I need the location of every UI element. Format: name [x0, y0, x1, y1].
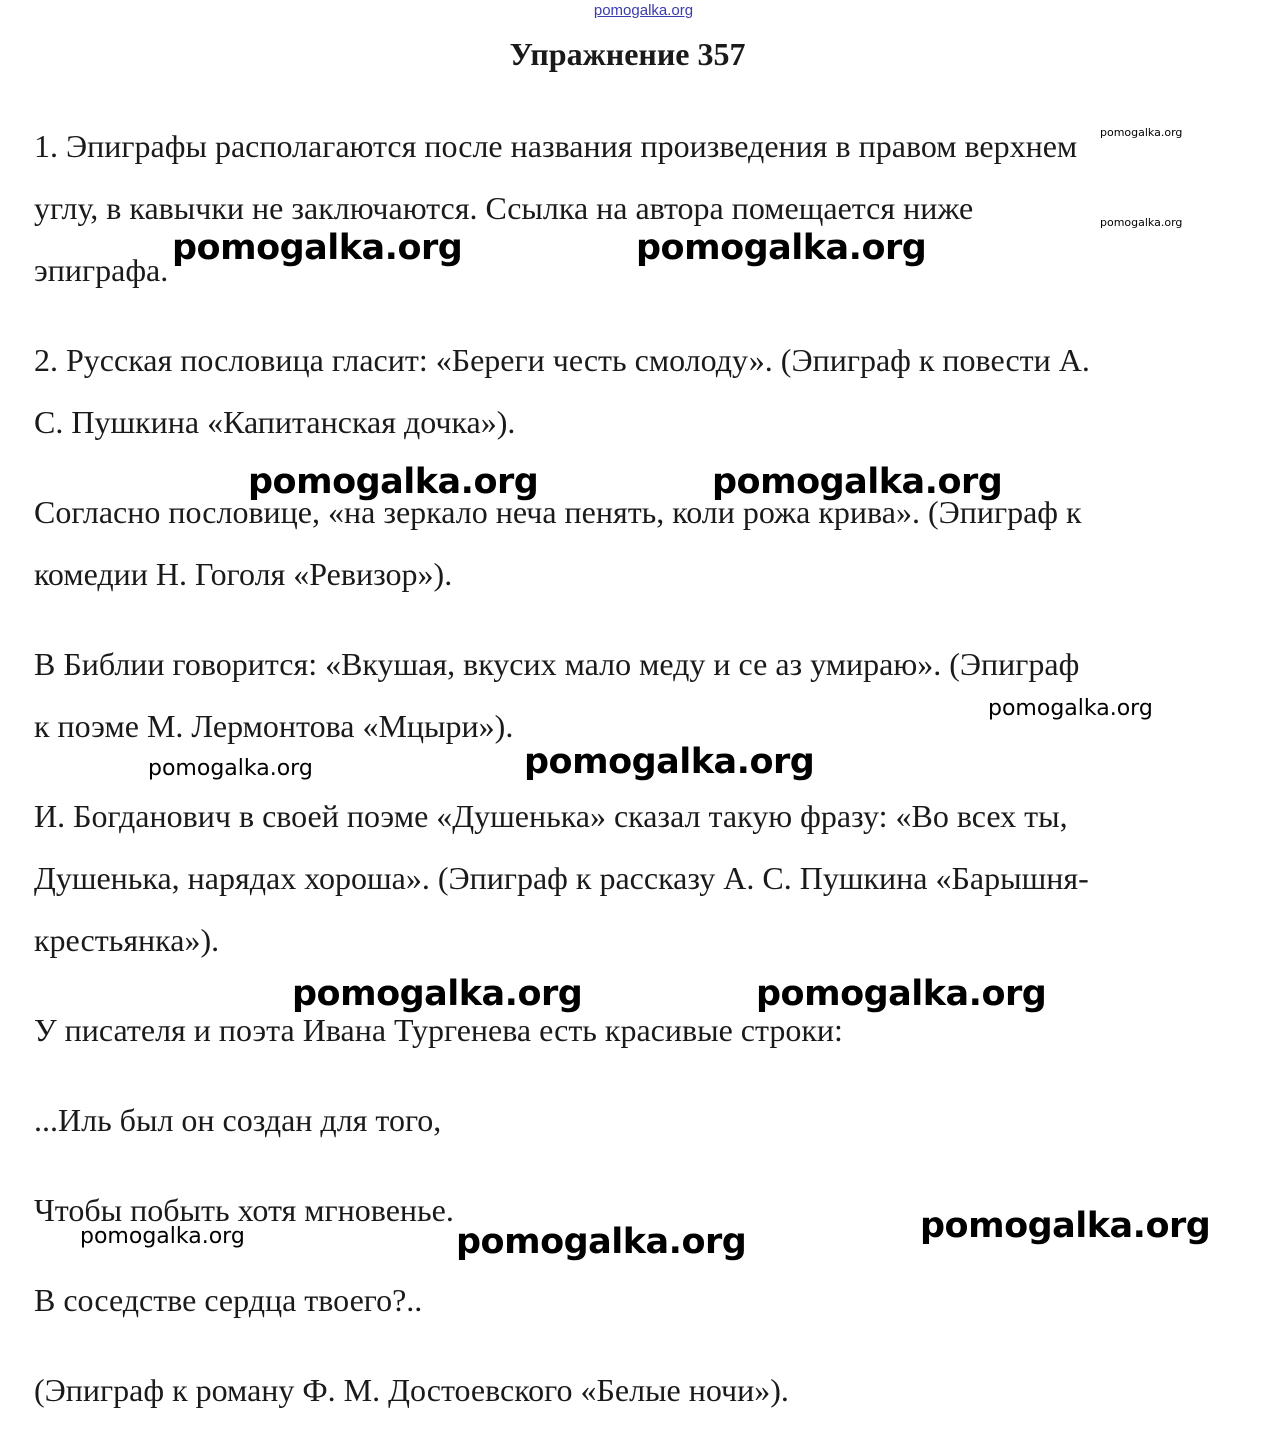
text-line: 1. Эпиграфы располагаются после названия произведения в правом верхнем [34, 128, 1078, 164]
watermark: pomogalka.org [756, 974, 1047, 1014]
text-line: 2. Русская пословица гласит: «Береги честь смолоду». (Эпиграф к повести А. [34, 342, 1090, 378]
watermark: pomogalka.org [524, 742, 815, 782]
text-line: С. Пушкина «Капитанская дочка»). [34, 404, 516, 440]
watermark: pomogalka.org [80, 1224, 245, 1249]
watermark: pomogalka.org [1100, 216, 1183, 229]
watermark: pomogalka.org [248, 462, 539, 502]
page-title: Упражнение 357 [509, 36, 746, 72]
text-line: углу, в кавычки не заключаются. Ссылка на автора помещается ниже [34, 190, 974, 226]
text-line: В Библии говорится: «Вкушая, вкусих мало меду и се аз умираю». (Эпиграф [34, 646, 1080, 682]
text-line: к поэме М. Лермонтова «Мцыри»). [34, 708, 514, 744]
text-line: Душенька, нарядах хороша». (Эпиграф к рассказу А. С. Пушкина «Барышня- [34, 860, 1089, 896]
text-line: ...Иль был он создан для того, [34, 1102, 442, 1138]
text-line: Чтобы побыть хотя мгновенье. [34, 1192, 454, 1228]
text-line: комедии Н. Гоголя «Ревизор»). [34, 556, 453, 592]
text-line: крестьянка»). [34, 922, 220, 958]
text-line: У писателя и поэта Ивана Тургенева есть красивые строки: [34, 1012, 843, 1048]
text-line: И. Богданович в своей поэме «Душенька» сказал такую фразу: «Во всех ты, [34, 798, 1068, 834]
watermark: pomogalka.org [988, 696, 1153, 721]
watermark: pomogalka.org [920, 1206, 1211, 1246]
watermark: pomogalka.org [172, 228, 463, 268]
text-line: В соседстве сердца твоего?.. [34, 1282, 423, 1318]
watermark: pomogalka.org [1100, 126, 1183, 139]
text-line: эпиграфа. [34, 252, 169, 288]
text-line: Согласно пословице, «на зеркало неча пенять, коли рожа крива». (Эпиграф к [34, 494, 1082, 530]
watermark: pomogalka.org [148, 756, 313, 781]
watermark: pomogalka.org [712, 462, 1003, 502]
text-line: (Эпиграф к роману Ф. М. Достоевского «Белые ночи»). [34, 1372, 789, 1408]
watermark: pomogalka.org [292, 974, 583, 1014]
header-watermark-link[interactable]: pomogalka.org [593, 2, 694, 19]
watermark: pomogalka.org [636, 228, 927, 268]
watermark: pomogalka.org [456, 1222, 747, 1262]
